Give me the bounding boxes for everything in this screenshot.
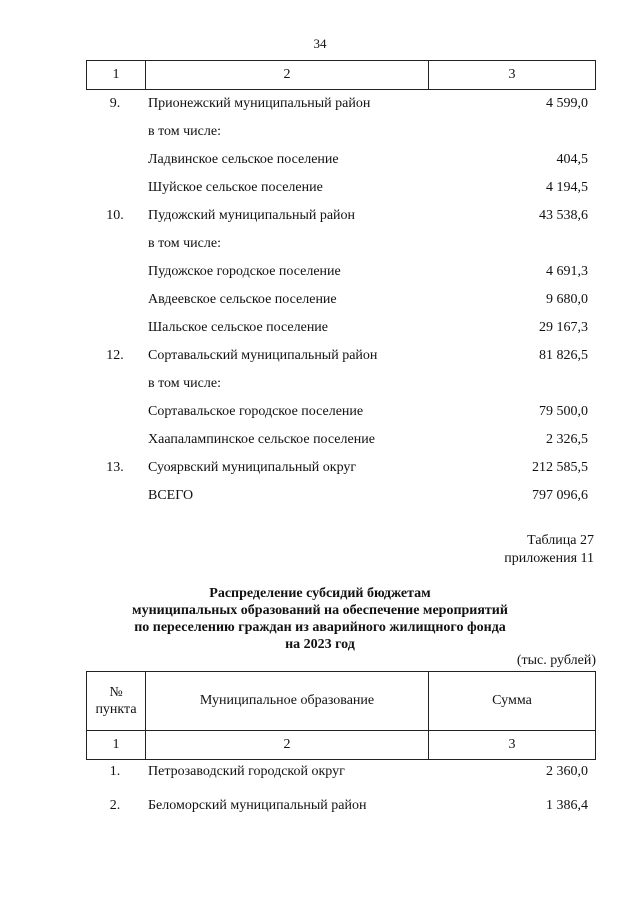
row-sum: 81 826,5: [539, 348, 588, 363]
row-name: Пудожское городское поселение: [148, 264, 341, 279]
table-row: [86, 376, 594, 396]
row-number: 13.: [106, 460, 124, 475]
table-row: [86, 348, 594, 368]
row-name: Петрозаводский городской округ: [148, 764, 345, 779]
row-name: Сортавальский муниципальный район: [148, 348, 378, 363]
row-name: Прионежский муниципальный район: [148, 96, 371, 111]
top-table-header: [86, 60, 596, 90]
row-name: в том числе:: [148, 376, 221, 391]
row-sum: 4 599,0: [546, 96, 588, 111]
header-col-1: 1: [87, 61, 146, 90]
row-number: 10.: [106, 208, 124, 223]
table-row: [86, 236, 594, 256]
row-sum: 9 680,0: [546, 292, 588, 307]
header-number-cell: [87, 672, 146, 731]
row-sum: 4 194,5: [546, 180, 588, 195]
title-line-1: Распределение субсидий бюджетам: [209, 586, 431, 601]
row-sum: 2 360,0: [546, 764, 588, 779]
table-row: [86, 488, 594, 508]
caption-line-1: Таблица 27: [527, 533, 594, 548]
table-caption: [504, 532, 594, 568]
row-name: Авдеевское сельское поселение: [148, 292, 337, 307]
header-col-3: 3: [429, 731, 596, 760]
table-row: [86, 180, 594, 200]
row-name: Ладвинское сельское поселение: [148, 152, 339, 167]
row-sum: 1 386,4: [546, 798, 588, 813]
row-name: в том числе:: [148, 124, 221, 139]
table-row: [86, 320, 594, 340]
bottom-table-header: [86, 671, 596, 760]
header-col-2: 2: [146, 61, 429, 90]
page-number: 34: [313, 36, 327, 51]
header-col-1: 1: [87, 731, 146, 760]
table-row: [86, 208, 594, 228]
title-line-3: по переселению граждан из аварийного жилищного фонда: [134, 620, 506, 635]
row-sum: 2 326,5: [546, 432, 588, 447]
header-municipality: Муниципальное образование: [146, 672, 429, 731]
row-name: в том числе:: [148, 236, 221, 251]
row-name: Сортавальское городское поселение: [148, 404, 364, 419]
table-row: [86, 124, 594, 144]
table-row: [86, 264, 594, 284]
row-name: Шуйское сельское поселение: [148, 180, 323, 195]
row-name: Пудожский муниципальный район: [148, 208, 356, 223]
table-row: [86, 460, 594, 480]
table-row: [86, 764, 594, 784]
row-name: ВСЕГО: [148, 488, 194, 503]
header-sum: Сумма: [429, 672, 596, 731]
row-name: Беломорский муниципальный район: [148, 798, 367, 813]
row-sum: 43 538,6: [539, 208, 588, 223]
row-sum: 29 167,3: [539, 320, 588, 335]
row-sum: 404,5: [556, 152, 588, 167]
row-name: Шальское сельское поселение: [148, 320, 329, 335]
row-number: 2.: [109, 798, 121, 813]
table-title: [0, 585, 640, 653]
row-number: 1.: [109, 764, 121, 779]
row-name: Суоярвский муниципальный округ: [148, 460, 357, 475]
row-sum: 79 500,0: [539, 404, 588, 419]
row-sum: 212 585,5: [532, 460, 588, 475]
row-number: 12.: [106, 348, 124, 363]
title-line-4: на 2023 год: [285, 637, 355, 652]
table-row: [86, 292, 594, 312]
row-sum: 4 691,3: [546, 264, 588, 279]
row-name: Хаапалампинское сельское поселение: [148, 432, 375, 447]
row-sum: 797 096,6: [532, 488, 588, 503]
row-number: 9.: [109, 96, 121, 111]
header-number-label: пункта: [95, 702, 137, 717]
units-label: (тыс. рублей): [516, 653, 596, 668]
table-row: [86, 432, 594, 452]
header-number-sign: №: [109, 685, 123, 700]
header-col-3: 3: [429, 61, 596, 90]
header-col-2: 2: [146, 731, 429, 760]
table-row: [86, 96, 594, 116]
table-row: [86, 152, 594, 172]
table-row: [86, 798, 594, 818]
caption-line-2: приложения 11: [504, 551, 594, 566]
title-line-2: муниципальных образований на обеспечение мероприятий: [132, 603, 508, 618]
table-row: [86, 404, 594, 424]
